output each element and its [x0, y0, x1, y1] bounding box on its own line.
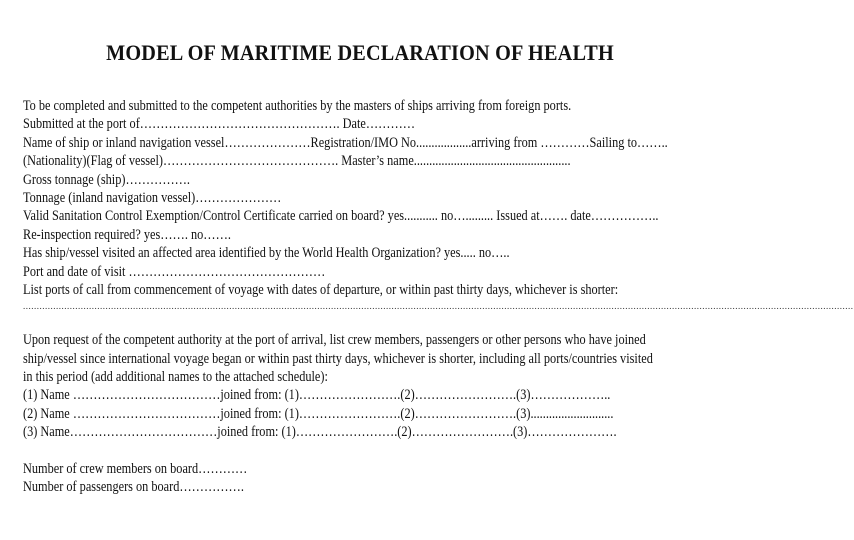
reinspection-line: Re-inspection required? yes……. no…….: [23, 226, 231, 243]
tonnage-line: Tonnage (inland navigation vessel)…………………: [23, 189, 282, 206]
request-line: in this period (add additional names to the attached schedule):: [23, 369, 328, 386]
name-entry-1: (1) Name ………………………………joined from: (1)…………………….(2)…………………….(3)………………..: [23, 387, 611, 404]
name-entry-3: (3) Name………………………………joined from: (1)…………………….(2)…………………….(3)………………….: [23, 424, 617, 441]
instruction-line: To be completed and submitted to the competent authorities by the masters of ships arriving from foreign ports.: [23, 98, 572, 114]
dotted-rule: ..............................................................................................................................................................................................................................................................................................................: [23, 301, 854, 312]
affected-area-line: Has ship/vessel visited an affected area identified by the World Health Organization? yes..... no…..: [23, 245, 510, 262]
gross-tonnage-line: Gross tonnage (ship)…………….: [23, 171, 191, 188]
ports-of-call-line: List ports of call from commencement of voyage with dates of departure, or within past thirty days, whichever is shorter:: [23, 281, 619, 298]
port-visit-line: Port and date of visit …………………………………………: [23, 263, 326, 280]
nationality-line: (Nationality)(Flag of vessel)……………………………………. Master’s name...................................................: [23, 153, 571, 170]
port-date-line: Submitted at the port of…………………………………………. Date…………: [23, 116, 416, 133]
document-title: MODEL OF MARITIME DECLARATION OF HEALTH: [106, 40, 614, 65]
request-line: ship/vessel since international voyage began or within past thirty days, whichever is shorter, including all ports/countries visited: [23, 350, 653, 367]
request-line: Upon request of the competent authority at the port of arrival, list crew members, passengers or other persons who have joined: [23, 332, 646, 349]
declaration-form: [23, 97, 854, 496]
name-entry-2: (2) Name ………………………………joined from: (1)…………………….(2)…………………….(3)...........................: [23, 405, 614, 422]
passenger-count-line: Number of passengers on board…………….: [23, 479, 244, 496]
ship-name-line: Name of ship or inland navigation vessel…………………Registration/IMO No..................arriving from …………Sailing to……..: [23, 134, 668, 151]
crew-count-line: Number of crew members on board…………: [23, 460, 248, 477]
sanitation-certificate-line: Valid Sanitation Control Exemption/Control Certificate carried on board? yes........... no…......... Issued at……. date……………..: [23, 208, 659, 225]
